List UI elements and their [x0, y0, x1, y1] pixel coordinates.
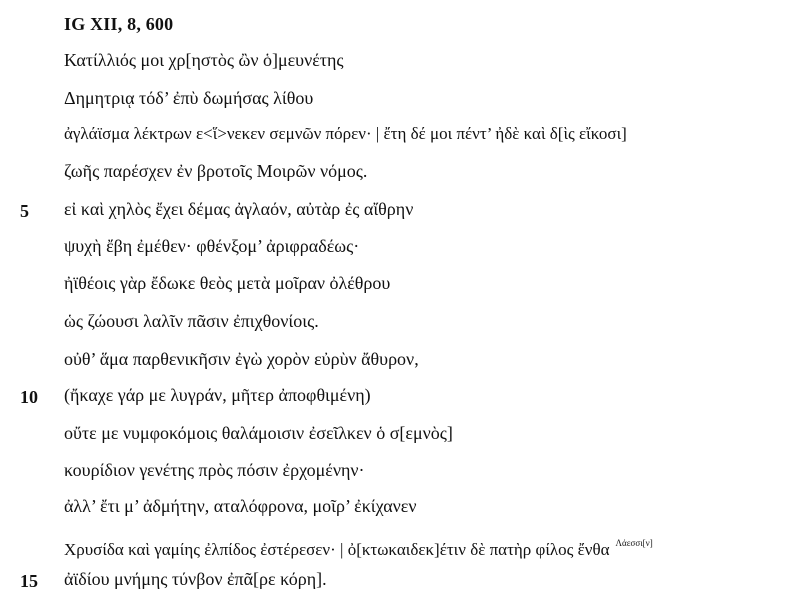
verse-line-13 — [64, 496, 416, 516]
verse-line-6 — [64, 236, 359, 256]
verse-text: εἰ καὶ χηλὸς ἔχει δέμας ἀγλαόν, αὐτὰρ ἐς αἴθρην — [64, 199, 414, 219]
line-number-5: 5 — [20, 201, 29, 221]
verse-text: Χρυσίδα καὶ γαμίης ἐλπίδος ἐστέρεσεν· | ὀ[κτωκαιδεκ]έτιν δὲ πατὴρ φίλος ἔνθα — [64, 540, 610, 559]
superscript-annotation: Λάεσσι[ν] — [615, 538, 653, 548]
verse-text: Δημητριᾳ τόδ’ ἐπὺ δωμήσας λίθου — [64, 88, 314, 108]
inscription-heading: IG XII, 8, 600 — [64, 14, 174, 34]
verse-line-5 — [64, 199, 413, 219]
verse-text: ἠϊθέοις γὰρ ἔδωκε θεὸς μετὰ μοῖραν ὀλέθρου — [64, 273, 391, 293]
verse-line-12 — [64, 460, 365, 480]
verse-line-7 — [64, 273, 390, 293]
line-number-10: 10 — [20, 387, 38, 407]
line-number-15: 15 — [20, 571, 38, 591]
verse-line-2 — [64, 88, 313, 108]
verse-line-4 — [64, 161, 367, 181]
verse-text: ἀλλ’ ἔτι μ’ ἀδμήτην, αταλόφρονα, μοῖρ’ ἐκίχανεν — [64, 496, 417, 516]
verse-text: ἀγλάϊσμα λέκτρων ε<ἵ>νεκεν σεμνῶν πόρεν· | ἔτη δέ μοι πέντ’ ἠδὲ καὶ δ[ὶς εἴκοσι] — [64, 124, 627, 143]
verse-text: ζωῆς παρέσχεν ἐν βροτοῖς Μοιρῶν νόμος. — [64, 161, 368, 181]
verse-line-11 — [64, 423, 453, 443]
verse-text: οὔτε με νυμφοκόμοις θαλάμοισιν ἐσεῖλκεν ὁ σ[εμνὸς] — [64, 423, 453, 443]
verse-text: ὡς ζώουσι λαλῖν πᾶσιν ἐπιχθονίοις. — [64, 311, 319, 331]
verse-line-3 — [64, 124, 627, 144]
verse-line-15 — [64, 569, 327, 589]
verse-line-8 — [64, 311, 319, 331]
verse-text: κουρίδιον γενέτης πρὸς πόσιν ἐρχομένην· — [64, 460, 365, 480]
verse-text: Κατίλλιός μοι χρ[ηστὸς ὢν ὁ]μευνέτης — [64, 50, 344, 70]
verse-line-14 — [64, 533, 653, 560]
verse-text: ἀϊδίου μνήμης τύνβον ἐπᾶ[ρε κόρη]. — [64, 569, 327, 589]
verse-line-1 — [64, 50, 344, 70]
verse-text: οὐθ’ ἅμα παρθενικῆσιν ἐγὼ χορὸν εὐρὺν ἄθυρον, — [64, 349, 419, 369]
verse-line-9 — [64, 349, 419, 369]
verse-line-10 — [64, 385, 371, 405]
verse-text: (ἤκαχε γάρ με λυγράν, μῆτερ ἀποφθιμένη) — [64, 385, 371, 405]
verse-text: ψυχὴ ἔβη ἐμέθεν· φθένξομ’ ἀριφραδέως· — [64, 236, 360, 256]
